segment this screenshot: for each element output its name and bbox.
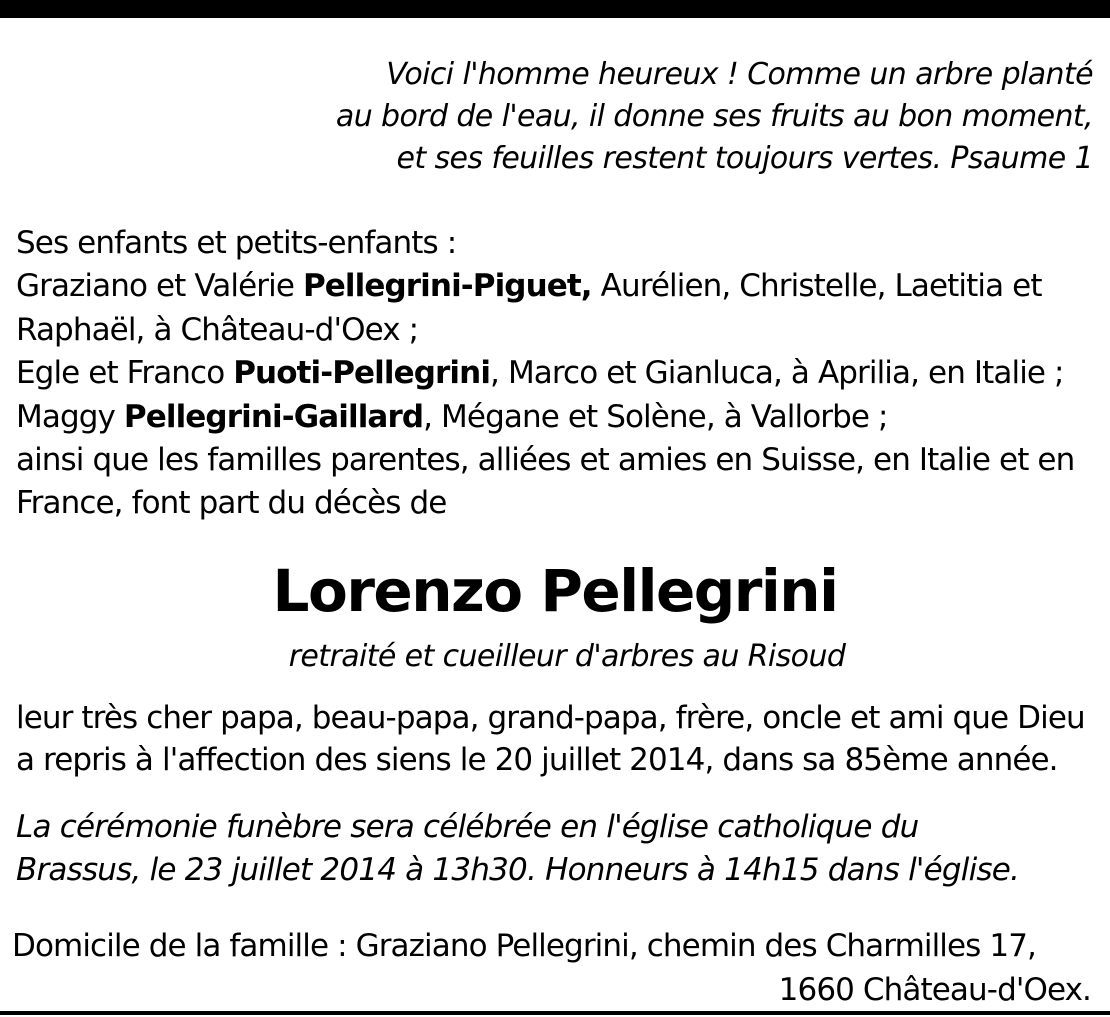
psalm-verse [0, 54, 1110, 180]
verse-line: Voici l'homme heureux ! Comme un arbre planté [386, 57, 1093, 92]
family-surname: Pellegrini-Piguet, [302, 268, 592, 305]
family-entry-names: Graziano et Valérie [16, 268, 303, 305]
family-closing: ainsi que les familles parentes, alliées et amies en Suisse, en Italie et en [16, 442, 1075, 479]
family-entry-names: Egle et Franco [16, 355, 234, 392]
family-entry [16, 265, 1110, 308]
death-notice-line: a repris à l'affection des siens le 20 juillet 2014, dans sa 85ème année. [16, 742, 1058, 778]
family-entry-children: , Marco et Gianluca, à Aprilia, en Italie ; [490, 355, 1064, 392]
family-closing: France, font part du décès de [16, 485, 447, 522]
family-surname: Puoti-Pellegrini [233, 355, 491, 392]
death-notice-line: leur très cher papa, beau-papa, grand-papa, frère, oncle et ami que Dieu [16, 700, 1085, 736]
family-entry-names: Maggy [16, 398, 124, 435]
top-border-bar [0, 0, 1110, 18]
family-address [0, 924, 1110, 1012]
ceremony-notice [0, 806, 1110, 892]
verse-line: et ses feuilles restent toujours vertes. Psaume 1 [396, 141, 1093, 176]
ceremony-line: La cérémonie funèbre sera célébrée en l'église catholique du [16, 809, 919, 845]
bottom-border-rule [0, 1011, 1110, 1015]
family-entry-children: Aurélien, Christelle, Laetitia et [591, 268, 1042, 305]
deceased-description: retraité et cueilleur d'arbres au Risoud [288, 639, 846, 674]
address-line: 1660 Château-d'Oex. [778, 972, 1091, 1008]
address-line: Domicile de la famille : Graziano Pellegrini, chemin des Charmilles 17, [12, 928, 1036, 964]
family-entry [16, 352, 1110, 395]
family-entry-continuation: Raphaël, à Château-d'Oex ; [16, 311, 419, 348]
ceremony-line: Brassus, le 23 juillet 2014 à 13h30. Honneurs à 14h15 dans l'église. [16, 852, 1020, 888]
family-surname: Pellegrini-Gaillard [123, 398, 424, 435]
verse-line: au bord de l'eau, il donne ses fruits au bon moment, [335, 99, 1093, 134]
family-entry-children: , Mégane et Solène, à Vallorbe ; [423, 398, 888, 435]
family-intro: Ses enfants et petits-enfants : [16, 225, 457, 261]
family-entry [16, 396, 1110, 439]
deceased-name: Lorenzo Pellegrini [272, 557, 838, 625]
death-notice [0, 697, 1110, 781]
family-announcement [0, 222, 1110, 526]
